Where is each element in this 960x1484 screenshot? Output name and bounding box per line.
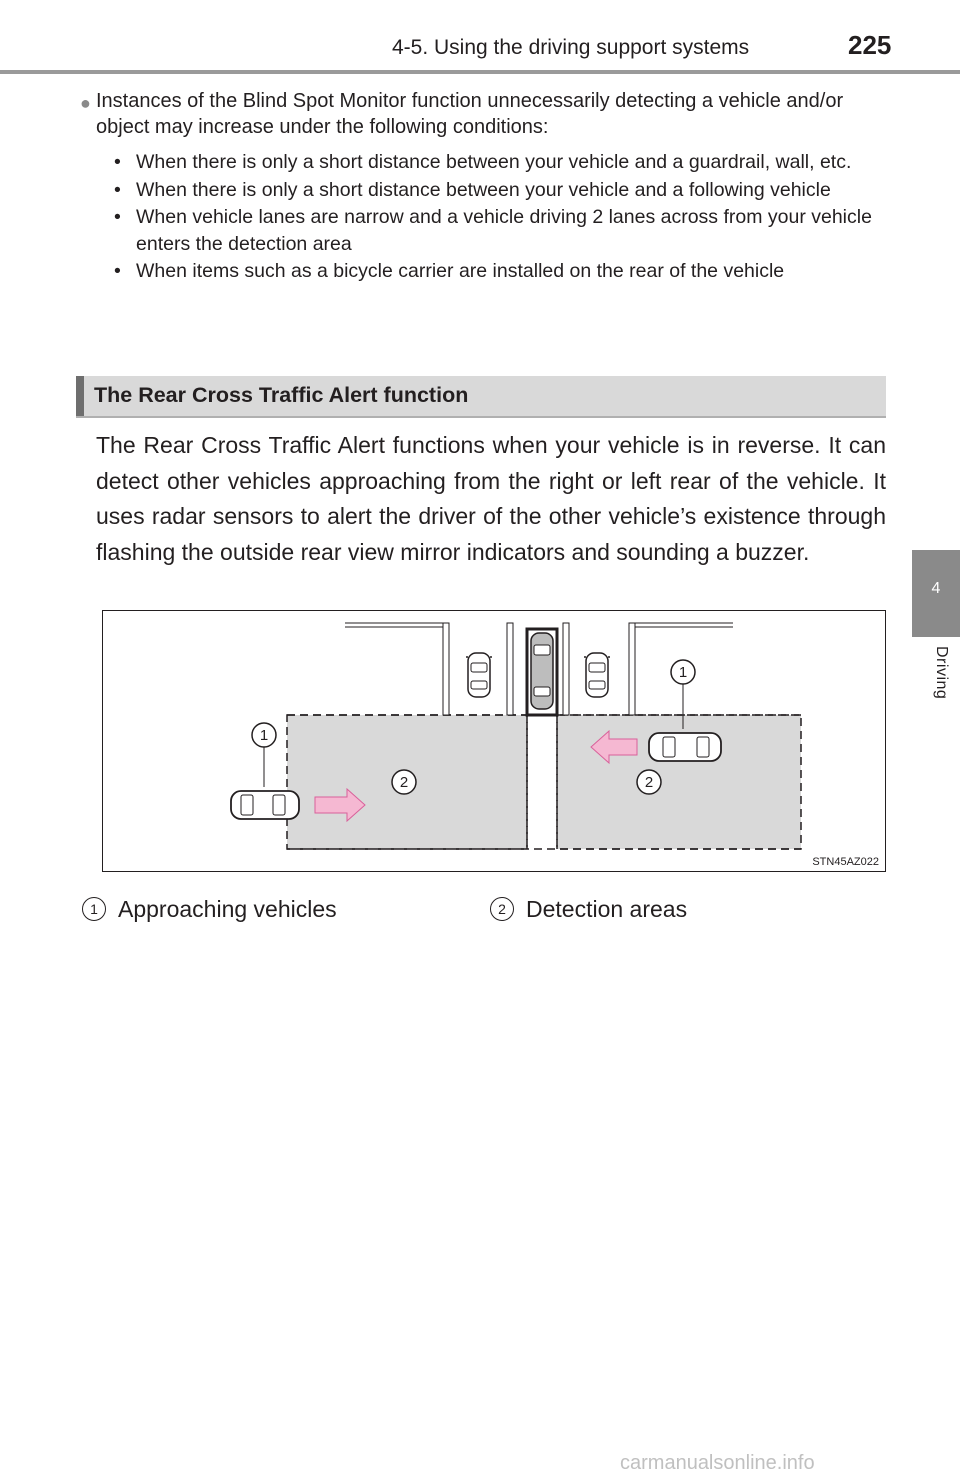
parked-car — [584, 653, 610, 697]
legend-label: Detection areas — [526, 896, 688, 922]
bullet-icon: • — [114, 151, 121, 173]
bullet-icon: • — [114, 178, 121, 201]
section-heading — [76, 376, 886, 418]
own-vehicle — [527, 629, 557, 715]
running-header: 4-5. Using the driving support systems — [392, 36, 750, 59]
note-bullet-icon: ● — [80, 93, 91, 113]
section-body: The Rear Cross Traffic Alert functions when your vehicle is in reverse. It can detect other vehicles approaching from the right or left rear of the vehicle. It uses radar sensors to alert the driver of the other vehicle’s existence through flashing the outside rear view mirror indicators and sounding a buzzer. — [96, 432, 886, 565]
approaching-vehicle-right — [649, 733, 721, 761]
legend-item — [490, 896, 687, 923]
heading-accent-bar — [76, 376, 84, 416]
figure-code: STN45AZ022 — [812, 856, 879, 868]
page-number: 225 — [848, 30, 892, 60]
callout-2-left: 2 — [399, 774, 409, 791]
section-title: The Rear Cross Traffic Alert function — [94, 383, 469, 407]
callout-1-right: 1 — [678, 664, 688, 681]
rcta-illustration — [102, 610, 886, 872]
parking-diagram — [103, 611, 887, 873]
note-paragraph — [80, 88, 886, 140]
bullet-icon: • — [114, 260, 121, 282]
list-item: • When there is only a short distance between your vehicle and a following vehicle — [114, 177, 884, 204]
bullet-icon: • — [114, 206, 121, 228]
list-item: • When there is only a short distance between your vehicle and a guardrail, wall, etc. — [114, 149, 884, 176]
approaching-vehicle-left — [231, 791, 299, 819]
legend-number: 2 — [490, 897, 514, 921]
parked-car — [466, 653, 492, 697]
list-item: • When vehicle lanes are narrow and a vehicle driving 2 lanes across from your vehicle enters the detection area — [114, 206, 872, 255]
legend-item — [82, 896, 337, 923]
callout-2-right: 2 — [644, 774, 654, 791]
watermark: carmanualsonline.info — [620, 1452, 815, 1474]
callout-1-left: 1 — [259, 727, 269, 744]
condition-list — [114, 149, 884, 286]
header-divider — [0, 70, 960, 74]
chapter-label: Driving — [933, 646, 950, 700]
legend-number: 1 — [82, 897, 106, 921]
note-text: Instances of the Blind Spot Monitor function unnecessarily detecting a vehicle and/or object may increase under the following conditions: — [96, 90, 844, 138]
chapter-tab[interactable] — [912, 550, 960, 637]
chapter-number: 4 — [931, 580, 941, 597]
list-item: • When items such as a bicycle carrier are installed on the rear of the vehicle — [114, 258, 884, 285]
legend-label: Approaching vehicles — [118, 896, 337, 922]
